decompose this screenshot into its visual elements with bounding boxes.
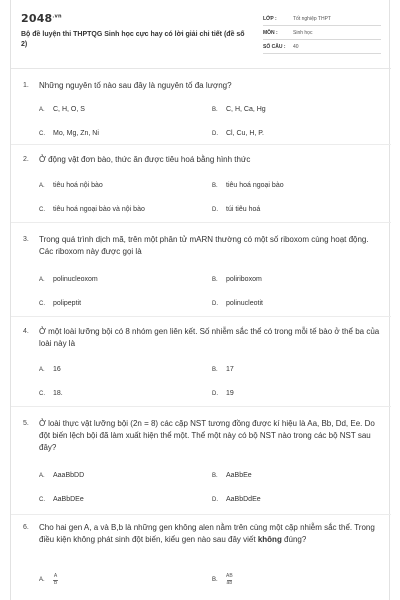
- option-text: 16: [53, 366, 61, 373]
- option-letter: C.: [39, 130, 45, 137]
- option-a[interactable]: [39, 574, 58, 586]
- option-text: túi tiêu hoá: [226, 206, 261, 213]
- option-c[interactable]: [39, 390, 63, 397]
- meta-key: LỚP :: [263, 15, 277, 22]
- question-number: 2.: [23, 156, 29, 163]
- option-text: polinucleotit: [226, 300, 263, 307]
- meta-row-class: [263, 12, 381, 26]
- option-c[interactable]: [39, 206, 145, 213]
- option-letter: A.: [39, 472, 45, 479]
- option-letter: C.: [39, 206, 45, 213]
- worksheet-page: [10, 0, 390, 600]
- option-b[interactable]: [212, 472, 252, 479]
- question-divider: [11, 514, 391, 515]
- option-letter: D.: [212, 130, 218, 137]
- option-letter: A.: [39, 182, 45, 189]
- option-text: Cl, Cu, H, P.: [226, 130, 264, 137]
- option-text: 18.: [53, 390, 63, 397]
- option-text: C, H, Ca, Hg: [226, 106, 266, 113]
- option-letter: C.: [39, 300, 45, 307]
- question-divider: [11, 406, 391, 407]
- option-letter: C.: [39, 496, 45, 503]
- option-letter: A.: [39, 276, 45, 283]
- meta-key: SỐ CÂU :: [263, 43, 286, 50]
- question-text: Ở động vật đơn bào, thức ăn được tiêu hoá bằng hình thức: [39, 155, 251, 164]
- option-text: C, H, O, S: [53, 106, 85, 113]
- meta-key: MÔN :: [263, 29, 278, 36]
- option-letter: A.: [39, 577, 45, 583]
- option-text: AaBbDdEe: [226, 496, 261, 503]
- option-text: poliriboxom: [226, 276, 262, 283]
- option-a[interactable]: [39, 106, 85, 113]
- worksheet-header: [11, 10, 391, 62]
- option-c[interactable]: [39, 130, 99, 137]
- genotype-top: AB: [226, 573, 233, 579]
- option-c[interactable]: [39, 300, 81, 307]
- option-b[interactable]: [212, 276, 262, 283]
- meta-value: Tốt nghiệp THPT: [293, 15, 331, 22]
- question-text: Những nguyên tố nào sau đây là nguyên tố đa lượng?: [39, 81, 232, 90]
- question-text-emphasis: không: [257, 535, 282, 544]
- question-text: Ở một loài lưỡng bội có 8 nhóm gen liên kết. Số nhiễm sắc thể có trong mỗi tế bào ở thể ba của loài này là: [39, 327, 380, 348]
- question-divider: [11, 316, 391, 317]
- option-text: AaBbEe: [226, 472, 252, 479]
- option-a[interactable]: [39, 366, 61, 373]
- option-letter: B.: [212, 577, 218, 583]
- option-a[interactable]: [39, 276, 98, 283]
- option-text: 19: [226, 390, 234, 397]
- question-text: [39, 522, 384, 546]
- meta-row-subject: [263, 26, 381, 40]
- question-number: 3.: [23, 236, 29, 243]
- meta-value: 40: [293, 43, 299, 50]
- option-text: Mo, Mg, Zn, Ni: [53, 130, 99, 137]
- option-letter: B.: [212, 472, 218, 479]
- option-d[interactable]: [212, 130, 264, 137]
- genotype-top: A: [53, 573, 58, 579]
- question-divider: [11, 144, 391, 145]
- option-text: 17: [226, 366, 234, 373]
- option-text: AaaBbDD: [53, 472, 85, 479]
- genotype-fraction: [226, 574, 233, 586]
- option-d[interactable]: [212, 206, 260, 213]
- genotype-bottom: ab: [226, 580, 233, 586]
- logo-text: 2048: [21, 12, 53, 25]
- option-letter: C.: [39, 390, 45, 397]
- question-number: 1.: [23, 82, 29, 89]
- option-letter: D.: [212, 300, 218, 307]
- option-b[interactable]: [212, 182, 284, 189]
- option-letter: B.: [212, 182, 218, 189]
- option-text: polipeptit: [53, 300, 82, 307]
- header-divider: [11, 68, 391, 69]
- option-d[interactable]: [212, 496, 261, 503]
- option-c[interactable]: [39, 496, 84, 503]
- question-number: 5.: [23, 420, 29, 427]
- option-letter: B.: [212, 276, 218, 283]
- option-b[interactable]: [212, 574, 233, 586]
- option-d[interactable]: [212, 300, 263, 307]
- question-text: Ở loài thực vật lưỡng bội (2n = 8) các cặp NST tương đồng được kí hiệu là Aa, Bb, Dd, Ee. Do đột biến lệch bội đã làm xuất hiện thể một. Thể một này có bộ NST nào trong các bộ NST sau đây?: [39, 419, 375, 452]
- document-title: Bộ đề luyện thi THPTQG Sinh học cực hay có lời giải chi tiết (đề số 2): [21, 31, 245, 48]
- option-letter: A.: [39, 366, 45, 373]
- question-number: 4.: [23, 328, 29, 335]
- logo-tld: .vn: [52, 13, 62, 20]
- question-divider: [11, 222, 391, 223]
- option-letter: B.: [212, 106, 218, 113]
- question-text-part: Cho hai gen A, a và B,b là những gen không alen nằm trên cùng một cặp nhiễm sắc thể. Trong điều kiện không phát sinh đột biến, kiểu gen nào sau đây viết: [39, 523, 375, 544]
- option-letter: D.: [212, 206, 218, 213]
- question-number: 6.: [23, 524, 29, 531]
- option-text: tiêu hoá nội bào: [53, 182, 103, 189]
- option-b[interactable]: [212, 106, 266, 113]
- document-meta: [263, 12, 381, 54]
- genotype-bottom: B: [53, 580, 58, 586]
- option-text: tiêu hoá ngoại bào: [226, 182, 284, 189]
- option-text: polinucleoxom: [53, 276, 98, 283]
- option-b[interactable]: [212, 366, 234, 373]
- option-d[interactable]: [212, 390, 234, 397]
- option-a[interactable]: [39, 182, 103, 189]
- meta-value: Sinh học: [293, 29, 313, 36]
- option-letter: D.: [212, 496, 218, 503]
- question-text: Trong quá trình dịch mã, trên một phân tử mARN thường có một số riboxom cùng hoạt động. Các riboxom này được gọi là: [39, 235, 369, 256]
- option-letter: B.: [212, 366, 218, 373]
- option-text: AaBbDEe: [53, 496, 84, 503]
- option-letter: D.: [212, 390, 218, 397]
- question-text-part: đúng?: [281, 535, 307, 544]
- site-logo[interactable]: [21, 12, 62, 25]
- option-a[interactable]: [39, 472, 84, 479]
- option-text: tiêu hoá ngoại bào và nội bào: [53, 206, 145, 213]
- option-letter: A.: [39, 106, 45, 113]
- genotype-fraction: [53, 574, 58, 586]
- meta-row-question-count: [263, 40, 381, 54]
